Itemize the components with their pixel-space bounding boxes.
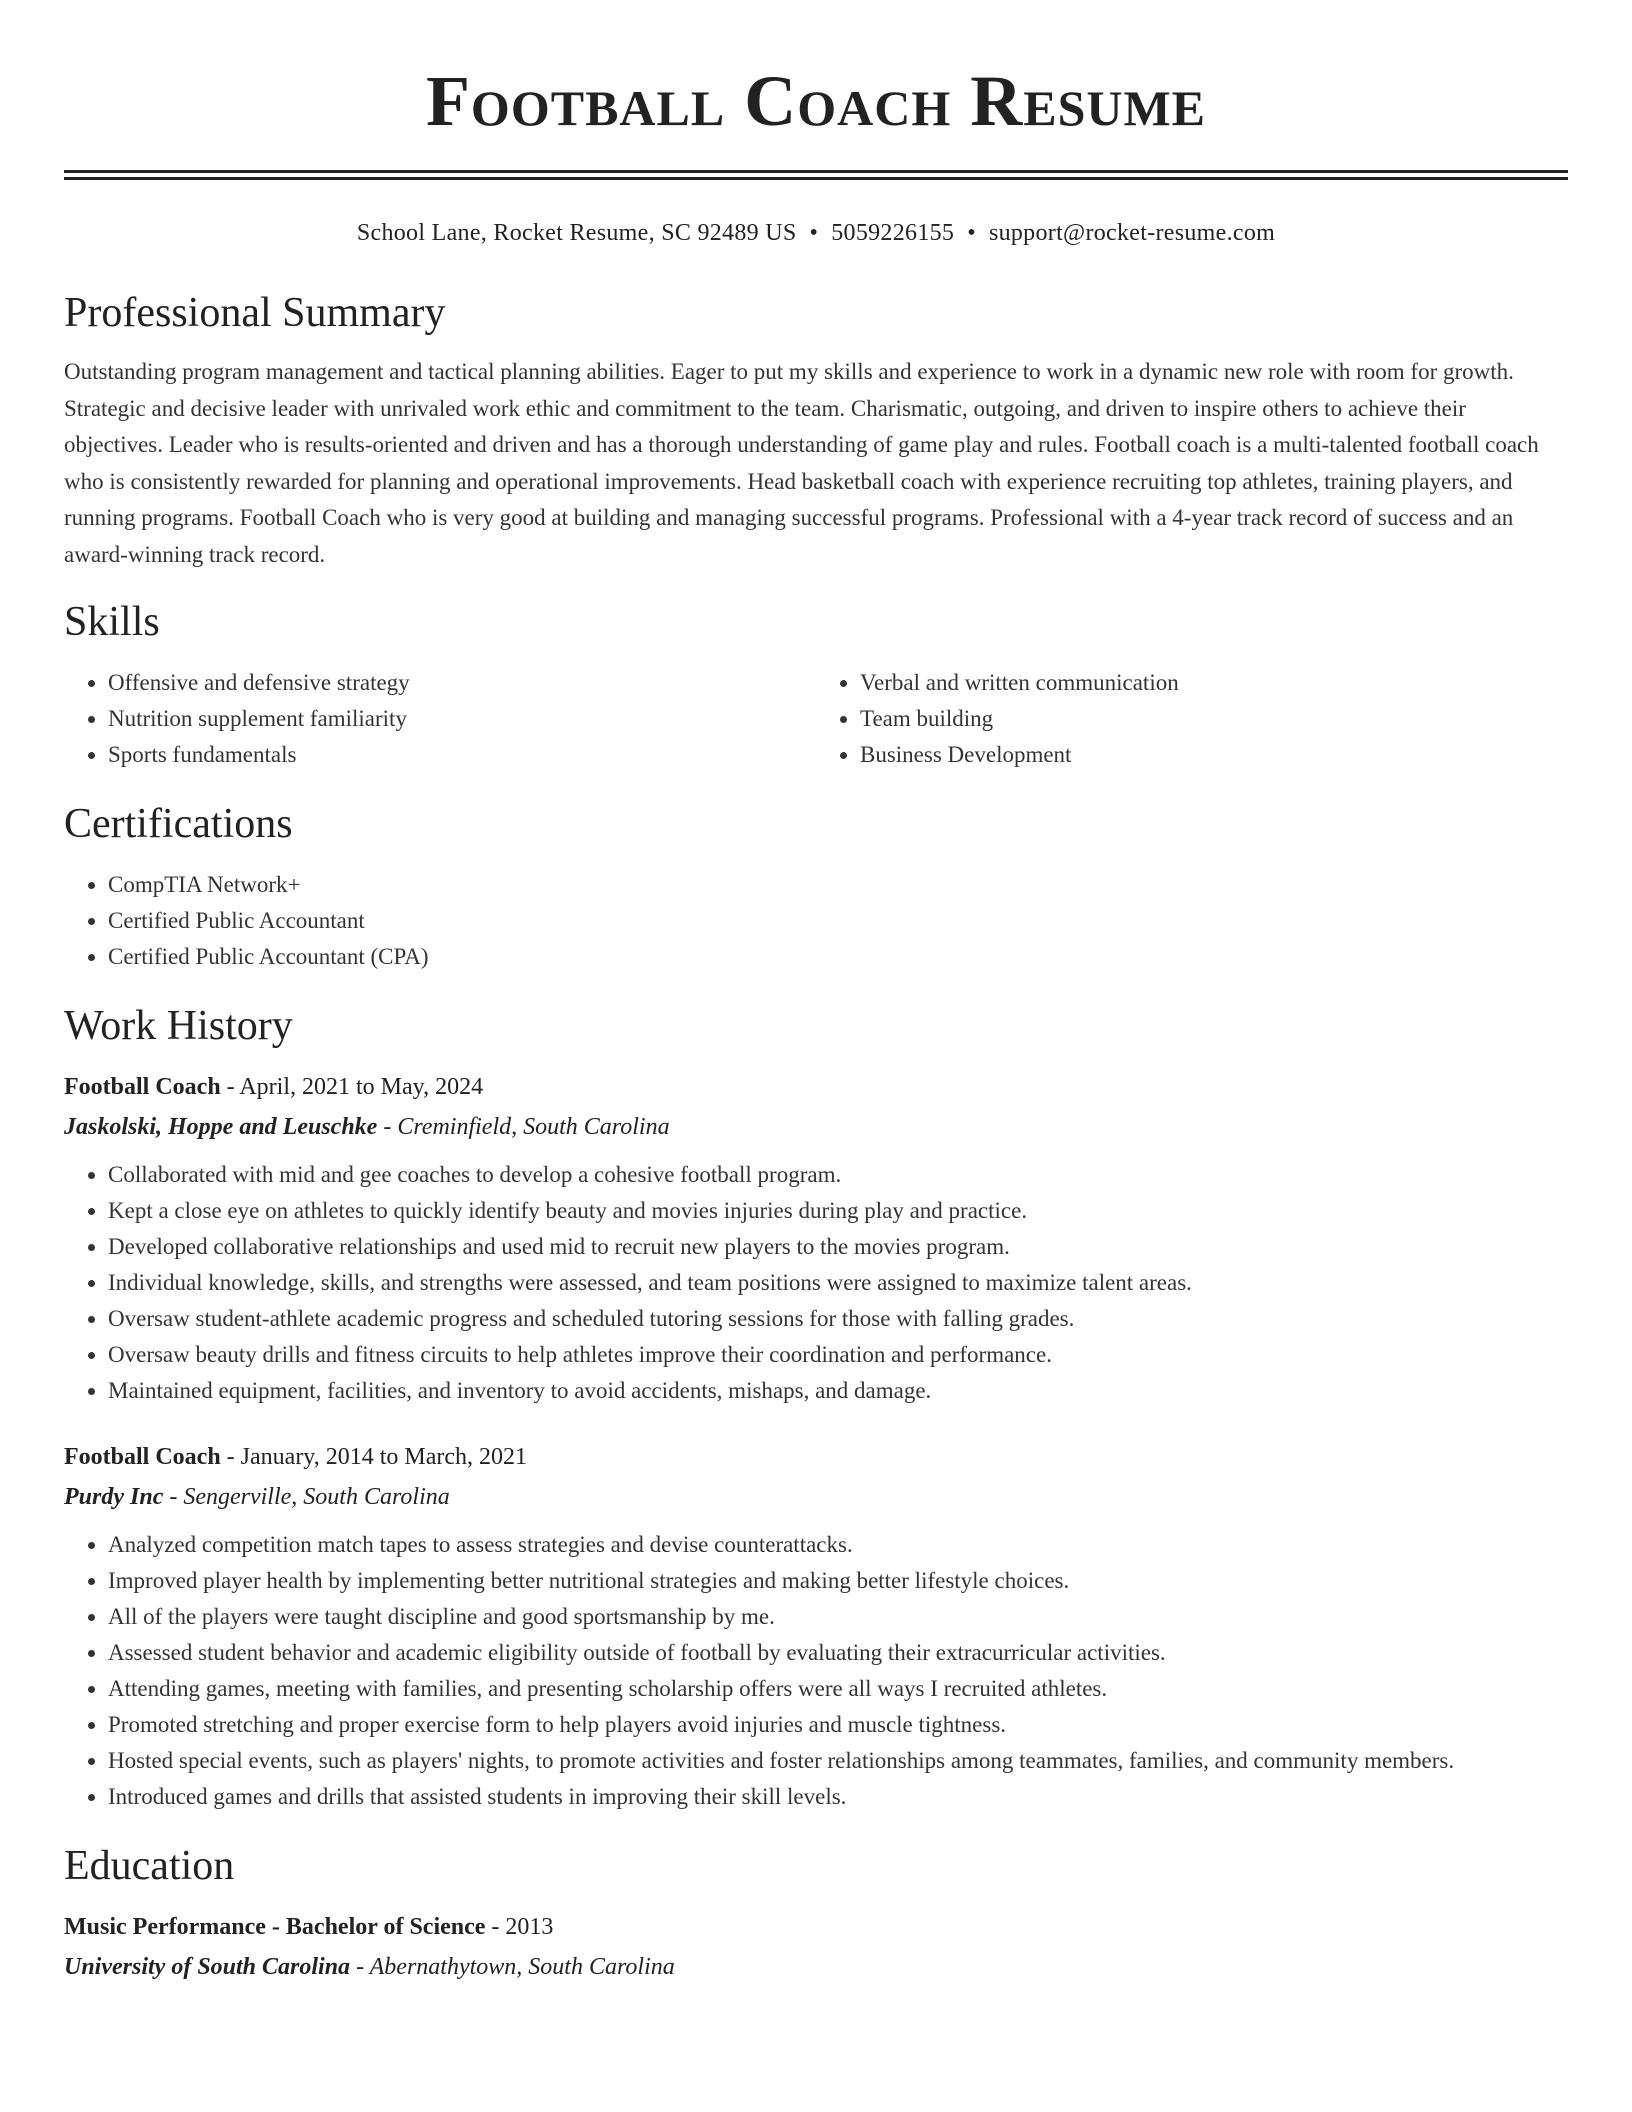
company-line: Purdy Inc - Sengerville, South Carolina [64, 1484, 450, 1510]
contact-line [64, 218, 1568, 248]
company-location: Sengerville, South Carolina [183, 1484, 450, 1510]
title-double-rule [64, 170, 1568, 180]
job-title-line: Football Coach - April, 2021 to May, 2024 [64, 1074, 484, 1100]
job-bullet: • Introduced games and drills that assisted students in improving their skill levels. [108, 1779, 1568, 1815]
school-name: University of South Carolina [64, 1954, 351, 1980]
resume-title: Football Coach Resume [425, 61, 1207, 141]
certification-item: • Certified Public Accountant (CPA) [108, 939, 1568, 975]
skills-left-list [64, 665, 816, 773]
job-bullet: • Improved player health by implementing better nutritional strategies and making better lifestyle choices. [108, 1563, 1568, 1599]
certifications-heading: Certifications [64, 801, 293, 847]
job-bullet: • Oversaw beauty drills and fitness circuits to help athletes improve their coordination and performance. [108, 1337, 1568, 1373]
job-title-line: Football Coach - January, 2014 to March, 2021 [64, 1444, 528, 1470]
company-name: Jaskolski, Hoppe and Leuschke [64, 1114, 378, 1140]
school-location: Abernathytown, South Carolina [369, 1954, 675, 1980]
job-bullet: • Kept a close eye on athletes to quickly identify beauty and movies injuries during play and practice. [108, 1193, 1568, 1229]
summary-heading: Professional Summary [64, 290, 446, 336]
job-title: Football Coach [64, 1444, 221, 1470]
skills-heading: Skills [64, 599, 160, 645]
company-line: Jaskolski, Hoppe and Leuschke - Creminfield, South Carolina [64, 1114, 670, 1140]
contact-email: support@rocket-resume.com [988, 220, 1276, 246]
degree-name: Music Performance - Bachelor of Science [64, 1914, 486, 1940]
skill-item: • Nutrition supplement familiarity [108, 701, 816, 737]
job-bullets [64, 1157, 1568, 1409]
contact-phone: 5059226155 [831, 220, 955, 246]
skills-right-list [816, 665, 1568, 773]
work-history-heading: Work History [64, 1003, 293, 1049]
job-bullet: • Developed collaborative relationships and used mid to recruit new players to the movies program. [108, 1229, 1568, 1265]
skill-item: • Sports fundamentals [108, 737, 816, 773]
company-name: Purdy Inc [64, 1484, 164, 1510]
job-bullet: • Attending games, meeting with families, and presenting scholarship offers were all ways I recruited athletes. [108, 1671, 1568, 1707]
job-bullet: • All of the players were taught discipline and good sportsmanship by me. [108, 1599, 1568, 1635]
degree-line: Music Performance - Bachelor of Science - 2013 [64, 1914, 554, 1940]
skill-item: • Verbal and written communication [860, 665, 1568, 701]
skill-item: • Offensive and defensive strategy [108, 665, 816, 701]
contact-separator: • [809, 220, 819, 246]
certifications-list [64, 867, 1568, 975]
job-bullet: • Assessed student behavior and academic eligibility outside of football by evaluating their extracurricular activities. [108, 1635, 1568, 1671]
school-line: University of South Carolina - Abernathytown, South Carolina [64, 1954, 675, 1980]
job-bullet: • Individual knowledge, skills, and strengths were assessed, and team positions were assigned to maximize talent areas. [108, 1265, 1568, 1301]
job-title: Football Coach [64, 1074, 221, 1100]
skill-item: • Business Development [860, 737, 1568, 773]
job-entry [64, 1067, 1568, 1409]
summary-text: Outstanding program management and tactical planning abilities. Eager to put my skills and experience to work in a dynamic new role with room for growth. Strategic and decisive leader with unrivaled work ethic and commitment to the team. Charismatic, outgoing, and driven to inspire others to achieve their objectives. Leader who is results-oriented and driven and has a thorough understanding of game play and rules. Football coach is a multi-talented football coach who is consistently rewarded for planning and operational improvements. Head basketball coach with experience recruiting top athletes, training players, and running programs. Football Coach who is very good at building and managing successful programs. Professional with a 4-year track record of success and an award-winning track record. [64, 359, 1539, 567]
job-bullet: • Hosted special events, such as players' nights, to promote activities and foster relationships among teammates, families, and community members. [108, 1743, 1568, 1779]
contact-address: School Lane, Rocket Resume, SC 92489 US [356, 220, 797, 246]
certification-item: • CompTIA Network+ [108, 867, 1568, 903]
degree-year: 2013 [505, 1914, 554, 1940]
job-bullet: • Analyzed competition match tapes to assess strategies and devise counterattacks. [108, 1527, 1568, 1563]
job-bullets [64, 1527, 1568, 1815]
job-dates: January, 2014 to March, 2021 [240, 1444, 528, 1470]
job-bullet: • Maintained equipment, facilities, and inventory to avoid accidents, mishaps, and damage. [108, 1373, 1568, 1409]
skills-columns [64, 665, 1568, 773]
job-bullet: • Promoted stretching and proper exercise form to help players avoid injuries and muscle tightness. [108, 1707, 1568, 1743]
job-entry [64, 1437, 1568, 1815]
skill-item: • Team building [860, 701, 1568, 737]
certification-item: • Certified Public Accountant [108, 903, 1568, 939]
job-bullet: • Collaborated with mid and gee coaches to develop a cohesive football program. [108, 1157, 1568, 1193]
company-location: Creminfield, South Carolina [397, 1114, 670, 1140]
job-bullet: • Oversaw student-athlete academic progress and scheduled tutoring sessions for those with falling grades. [108, 1301, 1568, 1337]
contact-separator: • [967, 220, 976, 246]
education-heading: Education [64, 1843, 235, 1889]
job-dates: April, 2021 to May, 2024 [239, 1074, 484, 1100]
